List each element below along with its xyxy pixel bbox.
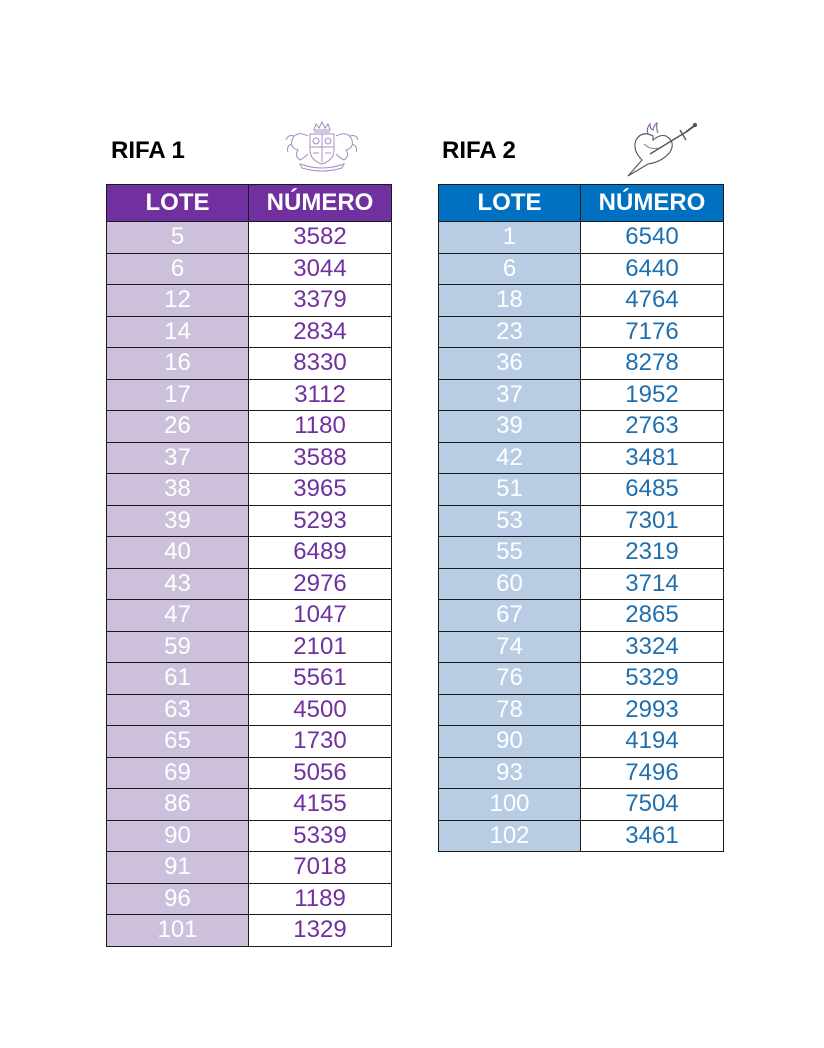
table-row [107,852,392,884]
lote-cell: 90 [107,820,249,852]
lote-cell: 5 [107,222,249,254]
numero-cell: 1180 [249,411,392,443]
numero-cell: 3481 [581,442,724,474]
lote-cell: 37 [107,442,249,474]
table-row [107,883,392,915]
lote-cell: 101 [107,915,249,947]
lote-cell: 65 [107,726,249,758]
numero-cell: 4500 [249,694,392,726]
table-row [107,568,392,600]
numero-cell: 3324 [581,631,724,663]
numero-cell: 1047 [249,600,392,632]
lote-cell: 102 [439,820,581,852]
table-row [107,411,392,443]
lote-cell: 43 [107,568,249,600]
numero-cell: 2976 [249,568,392,600]
numero-cell: 7301 [581,505,724,537]
numero-cell: 3588 [249,442,392,474]
table-row [439,411,724,443]
table-row [439,379,724,411]
lote-cell: 60 [439,568,581,600]
numero-cell: 6540 [581,222,724,254]
lote-cell: 90 [439,726,581,758]
table-row [107,915,392,947]
table-row [439,316,724,348]
numero-cell: 4194 [581,726,724,758]
lote-cell: 76 [439,663,581,695]
lote-cell: 1 [439,222,581,254]
table-row [439,631,724,663]
lote-cell: 61 [107,663,249,695]
lote-cell: 96 [107,883,249,915]
table-row [439,757,724,789]
table-header-row [107,185,392,222]
numero-cell: 7018 [249,852,392,884]
numero-cell: 5561 [249,663,392,695]
lote-cell: 59 [107,631,249,663]
numero-cell: 3582 [249,222,392,254]
lote-cell: 36 [439,348,581,380]
heart-with-sword-icon [620,122,700,180]
table-row [107,789,392,821]
lote-cell: 16 [107,348,249,380]
numero-cell: 3714 [581,568,724,600]
numero-cell: 7176 [581,316,724,348]
table-row [107,222,392,254]
table-row [107,537,392,569]
numero-cell: 7496 [581,757,724,789]
table-row [439,348,724,380]
numero-cell: 3044 [249,253,392,285]
table-row [439,726,724,758]
lote-cell: 91 [107,852,249,884]
lote-cell: 78 [439,694,581,726]
lote-cell: 67 [439,600,581,632]
numero-cell: 4764 [581,285,724,317]
table-row [107,663,392,695]
lote-cell: 100 [439,789,581,821]
numero-cell: 3461 [581,820,724,852]
table-row [107,726,392,758]
numero-cell: 2101 [249,631,392,663]
table-row [439,285,724,317]
table-row [439,537,724,569]
table-header-row [439,185,724,222]
lote-cell: 23 [439,316,581,348]
table-row [439,442,724,474]
lote-header: LOTE [107,185,249,222]
numero-cell: 5339 [249,820,392,852]
numero-cell: 6485 [581,474,724,506]
table-row [107,757,392,789]
lote-cell: 63 [107,694,249,726]
lote-cell: 74 [439,631,581,663]
numero-cell: 1329 [249,915,392,947]
numero-cell: 2763 [581,411,724,443]
table-row [107,505,392,537]
coat-of-arms-icon [282,120,362,172]
raffle-1-title: RIFA 1 [111,137,185,164]
numero-cell: 2319 [581,537,724,569]
lote-cell: 6 [107,253,249,285]
lote-cell: 42 [439,442,581,474]
lote-cell: 37 [439,379,581,411]
table-row [439,474,724,506]
numero-cell: 7504 [581,789,724,821]
numero-cell: 6489 [249,537,392,569]
lote-cell: 6 [439,253,581,285]
lote-cell: 18 [439,285,581,317]
lote-cell: 53 [439,505,581,537]
numero-cell: 4155 [249,789,392,821]
table-row [107,631,392,663]
numero-cell: 5056 [249,757,392,789]
lote-cell: 39 [439,411,581,443]
table-row [439,600,724,632]
numero-cell: 1730 [249,726,392,758]
table-row [439,253,724,285]
numero-header: NÚMERO [581,185,724,222]
table-row [107,694,392,726]
raffle-1-table [106,184,392,947]
numero-cell: 2834 [249,316,392,348]
numero-cell: 2993 [581,694,724,726]
numero-cell: 5293 [249,505,392,537]
table-row [439,663,724,695]
table-row [439,789,724,821]
numero-cell: 2865 [581,600,724,632]
numero-cell: 1189 [249,883,392,915]
lote-header: LOTE [439,185,581,222]
lote-cell: 55 [439,537,581,569]
numero-header: NÚMERO [249,185,392,222]
raffle-2-title: RIFA 2 [442,137,516,164]
lote-cell: 86 [107,789,249,821]
numero-cell: 6440 [581,253,724,285]
table-row [439,505,724,537]
table-row [107,820,392,852]
lote-cell: 17 [107,379,249,411]
table-row [107,600,392,632]
table-row [439,694,724,726]
lote-cell: 93 [439,757,581,789]
table-row [107,442,392,474]
table-row [107,316,392,348]
numero-cell: 1952 [581,379,724,411]
lote-cell: 12 [107,285,249,317]
lote-cell: 51 [439,474,581,506]
numero-cell: 3965 [249,474,392,506]
table-row [439,222,724,254]
numero-cell: 3112 [249,379,392,411]
numero-cell: 8330 [249,348,392,380]
table-row [107,348,392,380]
table-row [107,253,392,285]
lote-cell: 39 [107,505,249,537]
lote-cell: 38 [107,474,249,506]
lote-cell: 14 [107,316,249,348]
numero-cell: 8278 [581,348,724,380]
lote-cell: 69 [107,757,249,789]
raffle-2-table [438,184,724,852]
table-row [107,379,392,411]
lote-cell: 40 [107,537,249,569]
table-row [107,285,392,317]
table-row [107,474,392,506]
lote-cell: 47 [107,600,249,632]
lote-cell: 26 [107,411,249,443]
numero-cell: 3379 [249,285,392,317]
numero-cell: 5329 [581,663,724,695]
table-row [439,820,724,852]
table-row [439,568,724,600]
